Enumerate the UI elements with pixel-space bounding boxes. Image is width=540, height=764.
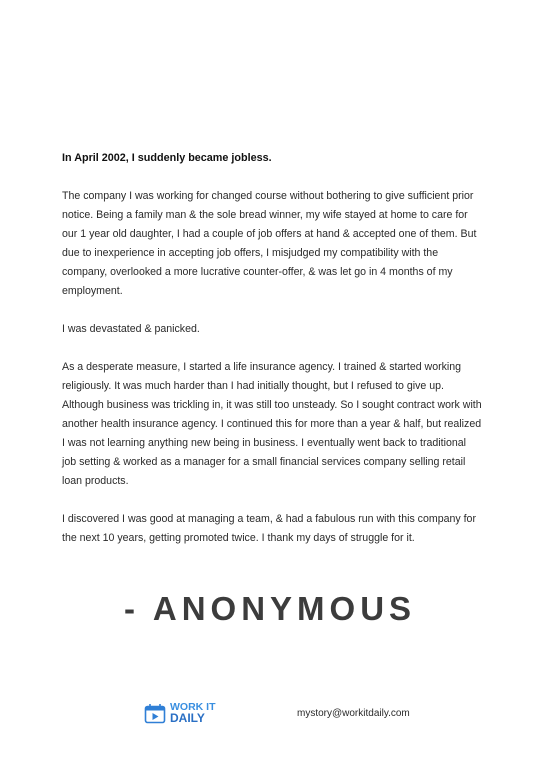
work-it-daily-logo[interactable] <box>144 700 224 730</box>
story-headline: In April 2002, I suddenly became jobless. <box>62 152 272 164</box>
story-paragraph: I was devastated & panicked. <box>62 323 200 335</box>
story-paragraph: The company I was working for changed course without bothering to give sufficient prior notice. Being a family man & the sole bread winner, my wife stayed at home to care for our 1 year old daughter, I had a couple of job offers at hand & accepted one of them. But due to inexperience in accepting job offers, I misjudged my compatibility with the company, overlooked a more lucrative counter-offer, & was let go in 4 months of my employment. <box>62 190 477 297</box>
logo-wordmark <box>170 702 216 724</box>
contact-email[interactable]: mystory@workitdaily.com <box>297 708 410 719</box>
logo-line-1: WORK IT <box>170 701 216 713</box>
calendar-play-icon <box>144 703 166 725</box>
story-body <box>62 149 482 548</box>
logo-line-2: DAILY <box>170 711 205 725</box>
story-paragraph: I discovered I was good at managing a team, & had a fabulous run with this company for the next 10 years, getting promoted twice. I thank my days of struggle for it. <box>62 513 476 544</box>
footer <box>0 700 540 730</box>
story-paragraph: As a desperate measure, I started a life insurance agency. I trained & started working religiously. It was much harder than I had initially thought, but I refused to give up. Although business was trickling in, it was still too unsteady. So I sought contract work with another health insurance agency. I continued this for more than a year & half, but realized I was not learning anything new being in business. I eventually went back to traditional job setting & worked as a manager for a small financial services company selling retail loan products. <box>62 361 482 487</box>
author-signature: - ANONYMOUS <box>123 590 417 627</box>
